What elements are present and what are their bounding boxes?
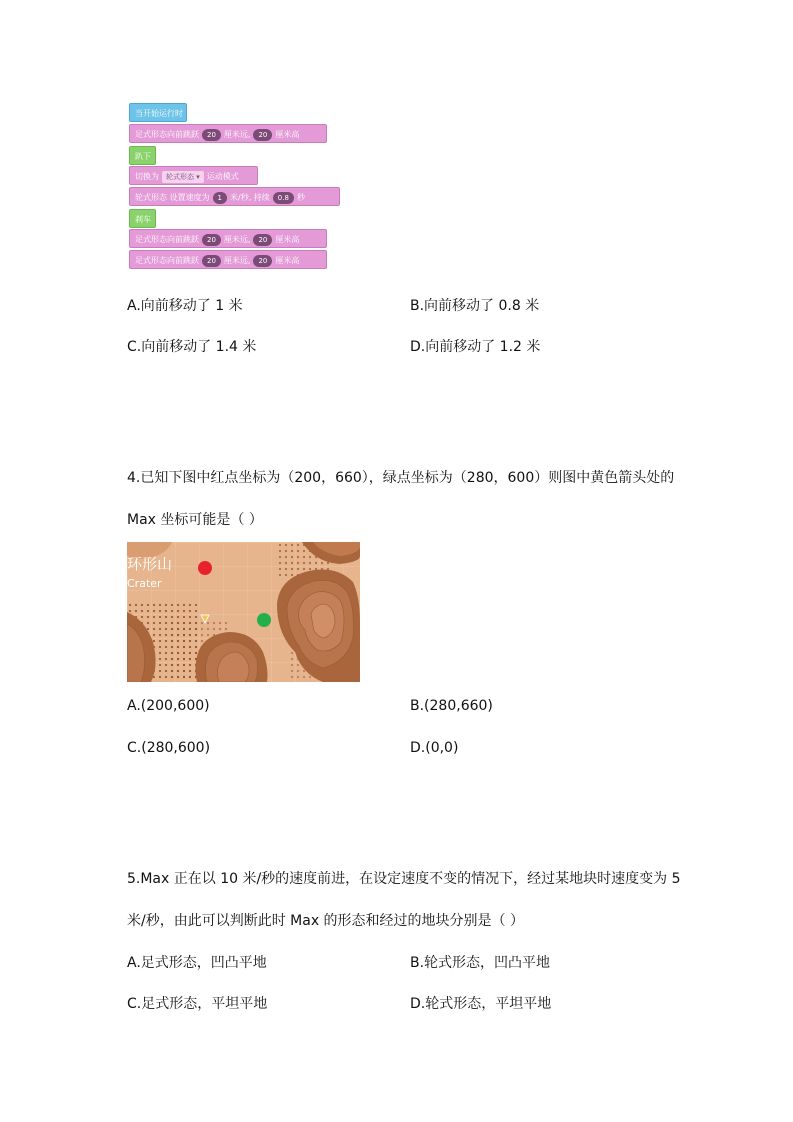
- map-label-en: Crater: [127, 577, 162, 590]
- block-wheel-speed: [129, 187, 340, 206]
- value-pill: 1: [213, 192, 227, 204]
- option-c: C.(280,600): [127, 740, 211, 756]
- block-leg-jump: [129, 229, 327, 248]
- crater-map: [127, 542, 360, 682]
- block-label: 秒: [296, 193, 305, 202]
- value-pill: 20: [253, 234, 272, 246]
- option-b: B.(280,660): [410, 698, 493, 714]
- value-pill: 20: [202, 129, 221, 141]
- block-label: 米/秒, 持续: [230, 193, 270, 202]
- red-dot: [198, 561, 212, 575]
- question-5-text-cont: 米/秒，由此可以判断此时 Max 的形态和经过的地块分别是（ ）: [127, 913, 525, 929]
- mode-dropdown: 轮式形态 ▾: [162, 171, 204, 183]
- option-b: B.轮式形态，凹凸平地: [410, 955, 551, 971]
- question-4-text-cont: Max 坐标可能是（ ）: [127, 512, 263, 528]
- block-label: 厘米高: [275, 256, 300, 265]
- value-pill: 20: [253, 255, 272, 267]
- block-label: 运动模式: [206, 172, 239, 181]
- map-label-cn: 环形山: [127, 555, 173, 573]
- block-on-start: [129, 103, 187, 122]
- block-label: 厘米远,: [223, 256, 251, 265]
- value-pill: 20: [253, 129, 272, 141]
- block-leg-jump: [129, 124, 327, 143]
- block-stand-down: [129, 146, 156, 165]
- block-brake: [129, 209, 156, 228]
- option-c: C.足式形态，平坦平地: [127, 996, 268, 1012]
- block-label: 足式形态向前跳跃: [135, 130, 199, 139]
- value-pill: 20: [202, 255, 221, 267]
- option-d: D.(0,0): [410, 740, 459, 756]
- block-label: 当开始运行时: [135, 109, 183, 118]
- green-dot: [257, 613, 271, 627]
- value-pill: 0.8: [273, 192, 294, 204]
- block-label: 足式形态向前跳跃: [135, 256, 199, 265]
- question-4-text: 4.已知下图中红点坐标为（200，660），绿点坐标为（280，600）则图中黄色箭头处的: [127, 470, 675, 486]
- block-label: 趴下: [135, 152, 151, 161]
- option-a: A.(200,600): [127, 698, 210, 714]
- block-label: 厘米高: [275, 130, 300, 139]
- block-label: 足式形态向前跳跃: [135, 235, 199, 244]
- block-label: 刹车: [135, 215, 151, 224]
- option-c: C.向前移动了 1.4 米: [127, 339, 257, 355]
- option-d: D.向前移动了 1.2 米: [410, 339, 541, 355]
- block-leg-jump: [129, 250, 327, 269]
- question-5-text: 5.Max 正在以 10 米/秒的速度前进，在设定速度不变的情况下，经过某地块时速度变为 5: [127, 871, 681, 887]
- block-label: 厘米远,: [223, 130, 251, 139]
- block-label: 轮式形态 设置速度为: [135, 193, 210, 202]
- value-pill: 20: [202, 234, 221, 246]
- option-b: B.向前移动了 0.8 米: [410, 298, 540, 314]
- block-label: 厘米高: [275, 235, 300, 244]
- option-a: A.向前移动了 1 米: [127, 298, 243, 314]
- option-d: D.轮式形态，平坦平地: [410, 996, 552, 1012]
- block-label: 切换为: [135, 172, 159, 181]
- block-switch-mode: [129, 166, 258, 185]
- block-label: 厘米远,: [223, 235, 251, 244]
- option-a: A.足式形态，凹凸平地: [127, 955, 267, 971]
